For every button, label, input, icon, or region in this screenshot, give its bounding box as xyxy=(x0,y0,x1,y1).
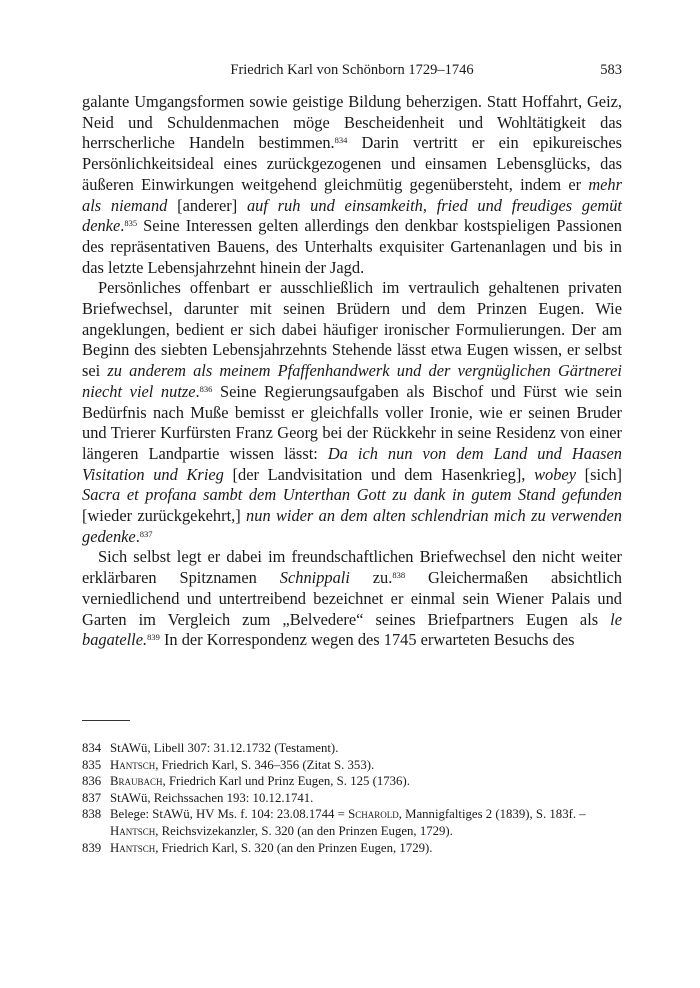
footnote-text xyxy=(110,757,627,774)
text-run: , Mannigfaltiges 2 (1839), S. 183f. – xyxy=(398,807,586,822)
footnote-rule xyxy=(82,720,130,721)
italic-quote: le bagatelle. xyxy=(82,609,622,650)
text-run: zu. xyxy=(349,568,393,588)
footnote-number: 837 xyxy=(82,790,102,805)
text-run: [sich] xyxy=(575,464,622,484)
text-run: , Friedrich Karl und Prinz Eugen, S. 125 (1736). xyxy=(162,774,410,789)
text-run: Sich selbst legt er dabei im freundschaftlichen Briefwechsel den nicht weiter erklärbaren Spitznamen xyxy=(82,547,622,588)
paragraph xyxy=(82,547,622,651)
footnote-number: 834 xyxy=(82,741,102,755)
footnote-ref: 838 xyxy=(392,570,406,581)
footnote-ref: 837 xyxy=(139,528,153,539)
text-run: StAWü, Reichssachen 193: 10.12.1741. xyxy=(110,790,314,805)
author-name: Hantsch xyxy=(110,823,156,838)
author-name: Scharold xyxy=(348,807,399,822)
text-run: [wieder zurückgekehrt,] xyxy=(82,506,247,526)
paragraph xyxy=(82,278,622,547)
footnote-ref: 834 xyxy=(334,135,348,146)
footnote-number: 835 xyxy=(82,757,102,772)
text-run: [der Landvisitation und dem Hasenkrieg], xyxy=(223,464,535,484)
footnote xyxy=(82,806,627,839)
page-number: 583 xyxy=(600,62,622,78)
footnote xyxy=(82,840,627,857)
text-run: Belege: StAWü, HV Ms. f. 104: 23.08.1744 = xyxy=(110,807,349,822)
text-run: Seine Regierungsaufgaben als Bischof und Fürst wie sein Bedürfnis nach Muße bemisst er gleichfalls voller Ironie, wie er seinen Bruder und Trierer Kurfürsten Franz Georg bei der Rückkehr in seine Residenz von einer längeren Landpartie wissen lässt: xyxy=(82,381,623,463)
text-run: . xyxy=(195,381,200,401)
footnote-text xyxy=(110,806,627,839)
footnote xyxy=(82,740,627,757)
text-run: Gleichermaßen absichtlich verniedlichend und untertreibend bezeichnet er einmal sein Wiener Palais und Garten im Vergleich zum „Belvedere“ seines Briefpartners Eugen als xyxy=(82,568,622,629)
footnote-text xyxy=(110,740,627,757)
text-run: [anderer] xyxy=(167,195,247,215)
italic-quote: auf ruh und einsamkeith, fried und freudiges gemüt denke xyxy=(82,195,622,236)
footnotes xyxy=(82,740,627,856)
italic-quote: zu anderem als meinem Pfaffenhandwerk und der vergnüglichen Gärtnerei niecht viel nutze xyxy=(82,361,622,401)
author-name: Braubach xyxy=(110,774,163,789)
text-run: Darin vertritt er ein epikureisches Persönlichkeitsideal eines zurückgezogenen und einsamen Lebensglücks, das äußeren Einwirkungen weitgehend gleichmütig gegenübersteht, indem er xyxy=(82,133,622,194)
text-run: StAWü, Libell 307: 31.12.1732 (Testament). xyxy=(110,741,339,755)
text-run: . xyxy=(135,526,140,546)
footnote-text xyxy=(110,840,627,857)
paragraph xyxy=(82,92,622,278)
text-run: . xyxy=(120,216,125,236)
running-title: Friedrich Karl von Schönborn 1729–1746 xyxy=(230,62,474,78)
body-text xyxy=(82,92,622,651)
text-run: , Friedrich Karl, S. 320 (an den Prinzen Eugen, 1729). xyxy=(155,840,433,855)
author-name: Hantsch xyxy=(110,757,156,772)
text-run: galante Umgangsformen sowie geistige Bildung beherzigen. Statt Hoffahrt, Geiz, Neid und Schuldenmachen möge Bescheidenheit und Wohltätigkeit das herrscherliche Handeln bestimmen. xyxy=(82,92,622,153)
italic-quote: wobey xyxy=(534,464,576,484)
footnote-number: 838 xyxy=(82,807,102,822)
footnote-number: 839 xyxy=(82,840,102,855)
footnote-ref: 835 xyxy=(124,218,138,229)
italic-quote: Sacra et profana sambt dem Unterthan Gott zu dank in gutem Stand gefunden xyxy=(82,485,622,505)
footnote-number: 836 xyxy=(82,774,102,789)
text-run: In der Korrespondenz wegen des 1745 erwarteten Besuchs des xyxy=(159,630,575,650)
text-run: Seine Interessen gelten allerdings den denkbar kostspieligen Passionen des repräsentativen Bauens, des Unterhalts exquisiter Gartenanlagen und bis in das letzte Lebensjahrzehnt hinein der Jagd. xyxy=(82,216,622,277)
footnote-text xyxy=(110,773,627,790)
footnote-text xyxy=(110,790,627,807)
footnote xyxy=(82,773,627,790)
footnote xyxy=(82,757,627,774)
italic-quote: Schnippali xyxy=(279,568,350,588)
author-name: Hantsch xyxy=(110,840,156,855)
italic-quote: nun wider an dem alten schlendrian mich zu verwenden gedenke xyxy=(82,506,623,546)
footnote-ref: 839 xyxy=(147,632,160,643)
running-header xyxy=(82,62,622,82)
italic-quote: mehr als niemand xyxy=(82,174,622,215)
text-run: , Reichsvizekanzler, S. 320 (an den Prinzen Eugen, 1729). xyxy=(155,823,453,838)
footnote-ref: 836 xyxy=(199,383,213,394)
footnote xyxy=(82,790,627,807)
text-run: Persönliches offenbart er ausschließlich im vertraulich gehaltenen privaten Briefwechsel, darunter mit seinen Brüdern und dem Prinzen Eugen. Wie angeklungen, bedient er sich dabei häufiger ironischer Formulierungen. Der am Beginn des siebten Lebensjahrzehnts Stehende lässt etwa Eugen wissen, er selbst sei xyxy=(82,278,622,381)
text-run: , Friedrich Karl, S. 346–356 (Zitat S. 353). xyxy=(155,757,375,772)
italic-quote: Da ich nun von dem Land und Haasen Visitation und Krieg xyxy=(82,443,622,484)
